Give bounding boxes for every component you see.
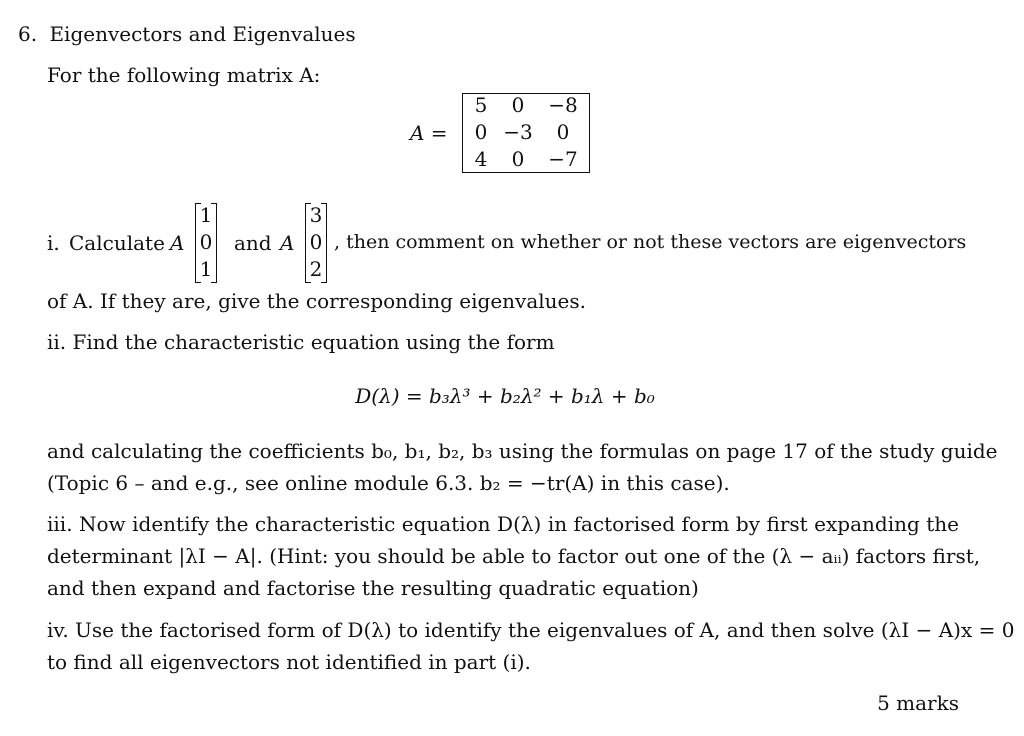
part-i-calculate: Calculate [69, 231, 165, 255]
matrix-cell: 5 [474, 93, 488, 117]
matrix-cell: −8 [548, 93, 578, 117]
vector-entry: 1 [199, 203, 213, 227]
part-iv-label: iv. [47, 618, 69, 642]
matrix-cell: 4 [474, 147, 488, 171]
vector-2 [305, 203, 327, 283]
vector-entry: 3 [309, 203, 323, 227]
part-i-a2: A [280, 231, 295, 255]
part-iv-line2: to find all eigenvectors not identified in part (i). [47, 650, 531, 674]
matrix-cell: 0 [511, 93, 525, 117]
part-iv-line1 [47, 618, 1015, 642]
part-i-and: and [234, 231, 272, 255]
question-heading [18, 22, 356, 46]
part-i-label: i. [47, 231, 60, 255]
matrix-cell: 0 [474, 120, 488, 144]
part-ii-text [47, 330, 555, 354]
part-ii-line2: (Topic 6 – and e.g., see online module 6.3. b₂ = −tr(A) in this case). [47, 471, 730, 495]
question-title: Eigenvectors and Eigenvalues [49, 22, 356, 46]
marks-label: 5 marks [877, 691, 959, 715]
part-i-line2: of A. If they are, give the corresponding eigenvalues. [47, 289, 587, 313]
part-iv-text1: Use the factorised form of D(λ) to identify the eigenvalues of A, and then solve (λI − A)x = 0 [75, 618, 1015, 642]
vector-entry: 2 [309, 257, 323, 281]
part-ii-label: ii. [47, 330, 67, 354]
matrix-cell: 0 [556, 120, 570, 144]
vector-1 [195, 203, 217, 283]
part-ii-intro: Find the characteristic equation using the form [72, 330, 555, 354]
part-iii-label: iii. [47, 512, 73, 536]
matrix-label: A = [410, 121, 448, 145]
part-iii-line2: determinant |λI − A|. (Hint: you should be able to factor out one of the (λ − aᵢᵢ) factors first, [47, 544, 981, 568]
matrix-cell: −7 [548, 147, 578, 171]
vector-entry: 0 [199, 230, 213, 254]
part-iii-line3: and then expand and factorise the resulting quadratic equation) [47, 576, 699, 600]
part-iii-text1: Now identify the characteristic equation D(λ) in factorised form by first expanding the [79, 512, 959, 536]
part-i-text-after: , then comment on whether or not these vectors are eigenvectors [334, 231, 967, 253]
characteristic-equation: D(λ) = b₃λ³ + b₂λ² + b₁λ + b₀ [355, 384, 655, 408]
intro-text: For the following matrix A: [47, 63, 321, 87]
matrix-a [462, 93, 590, 173]
matrix-cell: −3 [503, 120, 533, 144]
vector-entry: 1 [199, 257, 213, 281]
part-iii-line1 [47, 512, 959, 536]
part-i-a1: A [170, 231, 185, 255]
matrix-cell: 0 [511, 147, 525, 171]
vector-entry: 0 [309, 230, 323, 254]
part-ii-line1: and calculating the coefficients b₀, b₁, b₂, b₃ using the formulas on page 17 of the study guide [47, 439, 998, 463]
question-number: 6. [18, 22, 38, 46]
